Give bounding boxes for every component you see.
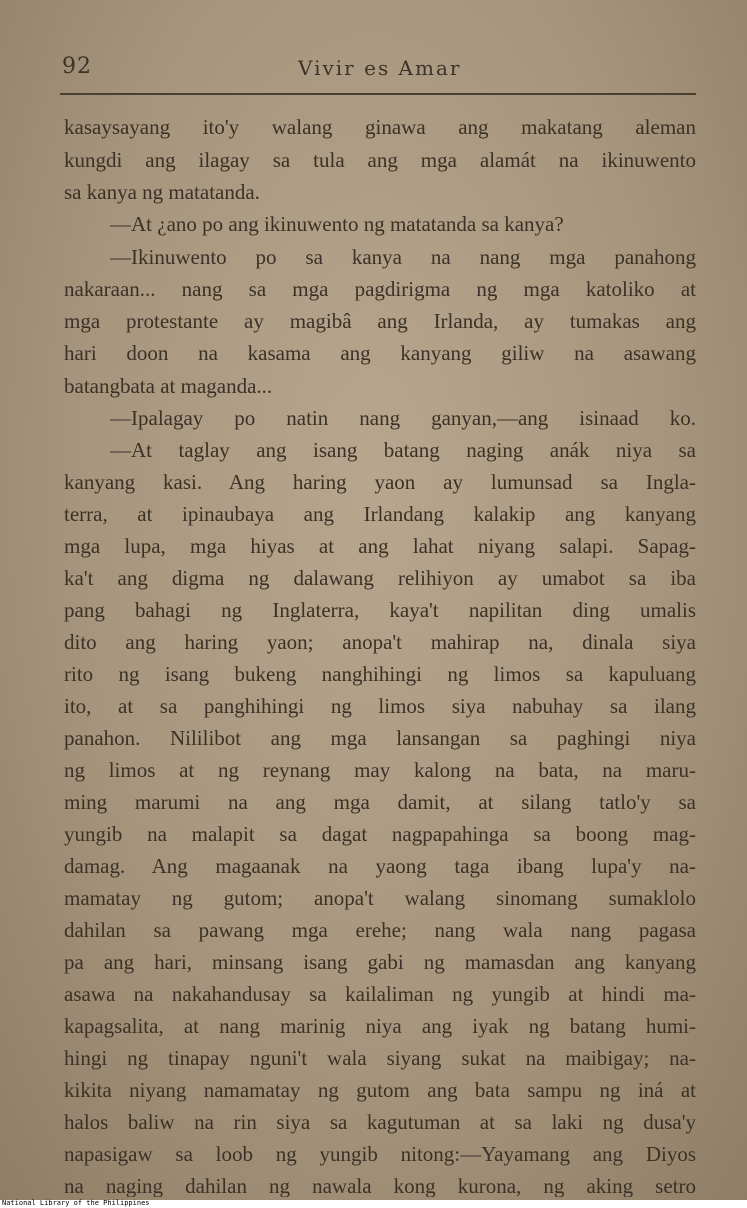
text-line: ming marumi na ang mga damit, at silang tatlo'y sa: [64, 790, 696, 814]
text-line: hingi ng tinapay nguni't wala siyang sukat na maibigay; na-: [64, 1046, 696, 1070]
page-number: 92: [62, 54, 92, 79]
text-line: pang bahagi ng Inglaterra, kaya't napilitan ding umalis: [64, 598, 696, 622]
footer-credit: National Library of the Philippines: [2, 1199, 150, 1207]
text-line: terra, at ipinaubaya ang Irlandang kalakip ang kanyang: [64, 502, 696, 526]
text-line: kungdi ang ilagay sa tula ang mga alamát na ikinuwento: [64, 148, 696, 172]
text-line: asawa na nakahandusay sa kailaliman ng yungib at hindi ma-: [64, 982, 696, 1006]
text-line: halos baliw na rin siya sa kagutuman at sa laki ng dusa'y: [64, 1110, 696, 1134]
text-line: napasigaw sa loob ng yungib nitong:—Yayamang ang Diyos: [64, 1142, 696, 1166]
text-line: pa ang hari, minsang isang gabi ng mamasdan ang kanyang: [64, 950, 696, 974]
text-line: nakaraan... nang sa mga pagdirigma ng mga katoliko at: [64, 277, 696, 301]
text-line: kasaysayang ito'y walang ginawa ang makatang aleman: [64, 115, 696, 139]
text-line: mga lupa, mga hiyas at ang lahat niyang salapi. Sapag-: [64, 534, 696, 558]
text-line: damag. Ang magaanak na yaong taga ibang lupa'y na-: [64, 854, 696, 878]
text-line: hari doon na kasama ang kanyang giliw na asawang: [64, 341, 696, 365]
text-line: sa kanya ng matatanda.: [64, 180, 260, 204]
text-line: —At taglay ang isang batang naging anák niya sa: [110, 438, 696, 462]
text-line: yungib na malapit sa dagat nagpapahinga sa boong mag-: [64, 822, 696, 846]
text-line: —At ¿ano po ang ikinuwento ng matatanda sa kanya?: [110, 212, 564, 236]
text-line: kanyang kasi. Ang haring yaon ay lumunsad sa Ingla-: [64, 470, 696, 494]
text-line: —Ikinuwento po sa kanya na nang mga panahong: [110, 245, 696, 269]
text-line: dito ang haring yaon; anopa't mahirap na, dinala siya: [64, 630, 696, 654]
text-line: dahilan sa pawang mga erehe; nang wala nang pagasa: [64, 918, 696, 942]
text-line: ka't ang digma ng dalawang relihiyon ay umabot sa iba: [64, 566, 696, 590]
running-head-title: Vivir es Amar: [298, 56, 462, 80]
text-line: batangbata at maganda...: [64, 374, 273, 398]
text-line: panahon. Nililibot ang mga lansangan sa paghingi niya: [64, 726, 696, 750]
text-line: kikita niyang namamatay ng gutom ang bata sampu ng iná at: [64, 1078, 696, 1102]
text-line: na naging dahilan ng nawala kong kurona, ng aking setro: [64, 1174, 696, 1197]
text-line: rito ng isang bukeng nanghihingi ng limos sa kapuluang: [64, 662, 696, 686]
text-line: mga protestante ay magibâ ang Irlanda, ay tumakas ang: [64, 309, 696, 333]
text-line: kapagsalita, at nang marinig niya ang iyak ng batang humi-: [64, 1014, 696, 1038]
text-line: ito, at sa panghihingi ng limos siya nabuhay sa ilang: [64, 694, 696, 718]
text-line: ng limos at ng reynang may kalong na bata, na maru-: [64, 758, 696, 782]
text-line: —Ipalagay po natin nang ganyan,—ang isinaad ko.: [110, 406, 696, 430]
text-line: mamatay ng gutom; anopa't walang sinomang sumaklolo: [64, 886, 696, 910]
